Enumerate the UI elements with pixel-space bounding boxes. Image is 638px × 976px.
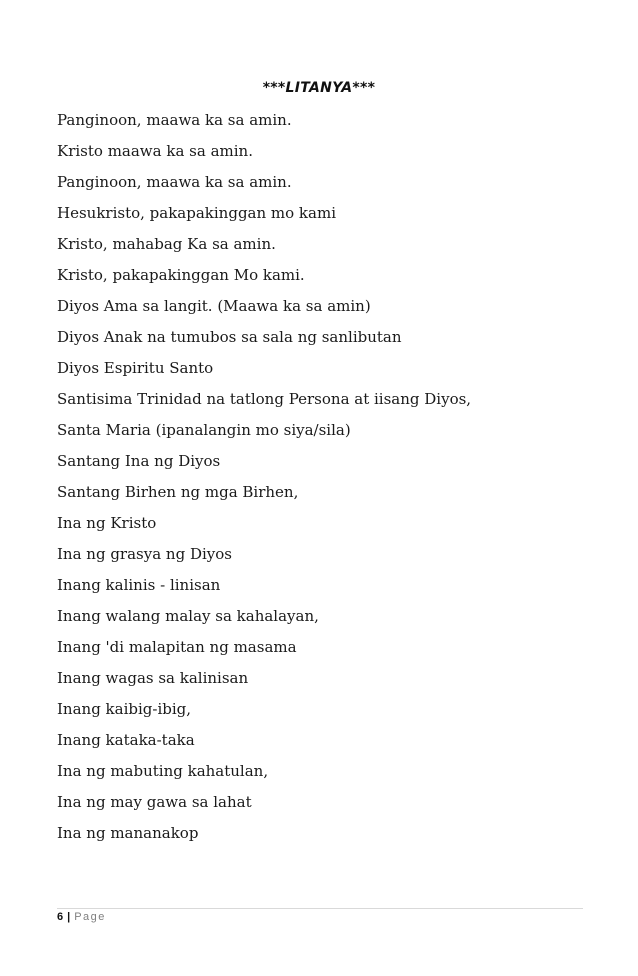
litany-line: Kristo maawa ka sa amin. (57, 142, 253, 160)
page-number: 6 (57, 911, 64, 923)
litany-line: Kristo, pakapakinggan Mo kami. (57, 266, 305, 284)
page-footer (57, 911, 106, 923)
page-label: Page (74, 911, 106, 923)
footer-separator: | (67, 911, 71, 923)
litany-line: Santang Birhen ng mga Birhen, (57, 483, 299, 501)
litany-line: Inang kalinis - linisan (57, 576, 221, 594)
litany-title: ***LITANYA*** (262, 80, 376, 96)
litany-line: Panginoon, maawa ka sa amin. (57, 111, 292, 129)
litany-line: Ina ng grasya ng Diyos (57, 545, 232, 563)
litany-line: Inang kataka-taka (57, 731, 195, 749)
litany-line: Inang wagas sa kalinisan (57, 669, 249, 687)
litany-line: Ina ng may gawa sa lahat (57, 793, 252, 811)
litany-lines (57, 109, 597, 853)
litany-line: Diyos Anak na tumubos sa sala ng sanlibutan (57, 328, 402, 346)
footer-divider (57, 908, 583, 909)
litany-line: Inang kaibig-ibig, (57, 700, 192, 718)
litany-line: Inang 'di malapitan ng masama (57, 638, 297, 656)
litany-line: Inang walang malay sa kahalayan, (57, 607, 319, 625)
litany-line: Panginoon, maawa ka sa amin. (57, 173, 292, 191)
litany-line: Santa Maria (ipanalangin mo siya/sila) (57, 421, 351, 439)
litany-line: Ina ng Kristo (57, 514, 157, 532)
litany-line: Diyos Espiritu Santo (57, 359, 214, 377)
litany-line: Hesukristo, pakapakinggan mo kami (57, 204, 336, 222)
litany-line: Santisima Trinidad na tatlong Persona at iisang Diyos, (57, 390, 472, 408)
litany-line: Kristo, mahabag Ka sa amin. (57, 235, 276, 253)
litany-line: Ina ng mabuting kahatulan, (57, 762, 269, 780)
litany-line: Diyos Ama sa langit. (Maawa ka sa amin) (57, 297, 371, 315)
litany-line: Ina ng mananakop (57, 824, 199, 842)
litany-line: Santang Ina ng Diyos (57, 452, 221, 470)
